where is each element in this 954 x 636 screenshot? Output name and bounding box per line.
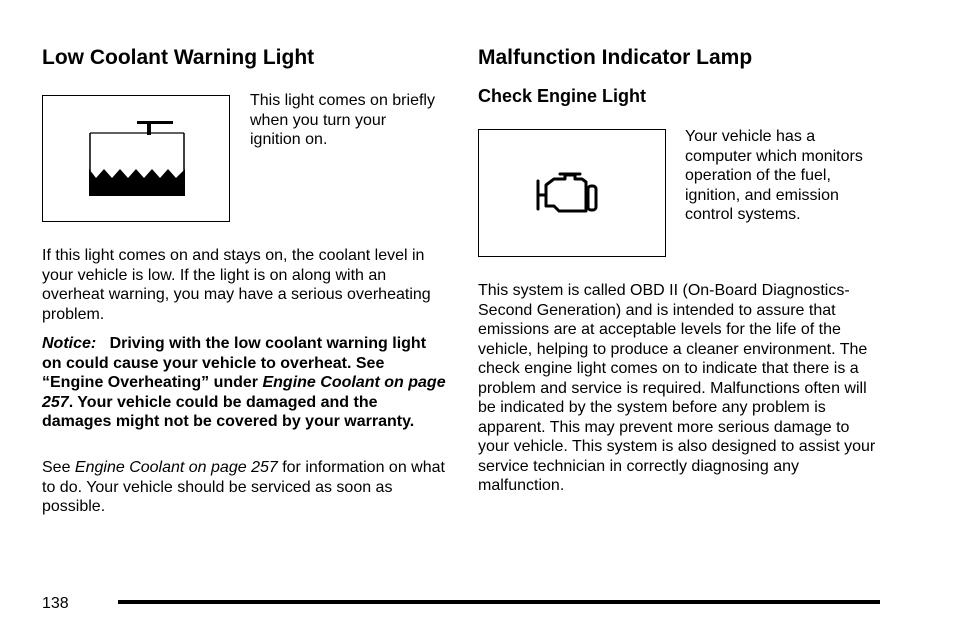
- footer-rule: [118, 600, 880, 604]
- notice-label: Notice:: [42, 335, 97, 352]
- coolant-icon-box: [42, 95, 230, 222]
- check-engine-icon-box: [478, 129, 666, 257]
- check-engine-paragraph: This system is called OBD II (On-Board Diagnostics-Second Generation) and is intended to assure that emissions are at acceptable levels for the life of the vehicle, helping to produce a cleaner environment. The check engine light comes on to indicate that there is a problem and service is required. Malfunctions often will be indicated by the system before any problem is apparent. This may prevent more serious damage to your vehicle. This system is also designed to assist your service technician in correctly diagnosing any malfunction.: [478, 282, 876, 494]
- subheading-check-engine: Check Engine Light: [478, 86, 647, 106]
- section-heading-low-coolant: Low Coolant Warning Light: [42, 46, 315, 69]
- coolant-icon-description: This light comes on briefly when you turn your ignition on.: [250, 92, 435, 148]
- see-text-b: for information on what to do. Your vehicle should be serviced as soon as possible.: [42, 459, 445, 515]
- check-engine-icon: [479, 130, 664, 255]
- see-text-a: See: [42, 459, 75, 476]
- page-number: 138: [42, 595, 69, 612]
- notice-xref[interactable]: Engine Coolant on page 257: [42, 374, 446, 411]
- notice-text-a: Driving with the low coolant warning light on could cause your vehicle to overheat. See “Engine Overheating” under: [42, 335, 427, 391]
- coolant-warning-icon: [43, 96, 228, 220]
- coolant-see-paragraph: [42, 458, 447, 517]
- notice-text-b: . Your vehicle could be damaged and the damages might not be covered by your warranty.: [42, 393, 415, 430]
- coolant-notice: [42, 334, 447, 432]
- section-heading-malfunction: Malfunction Indicator Lamp: [478, 46, 753, 69]
- check-engine-icon-description: Your vehicle has a computer which monitors operation of the fuel, ignition, and emission control systems.: [685, 128, 863, 223]
- coolant-paragraph: If this light comes on and stays on, the coolant level in your vehicle is low. If the light is on along with an overheat warning, you may have a serious overheating problem.: [42, 247, 431, 323]
- see-xref-link[interactable]: Engine Coolant on page 257: [74, 459, 278, 476]
